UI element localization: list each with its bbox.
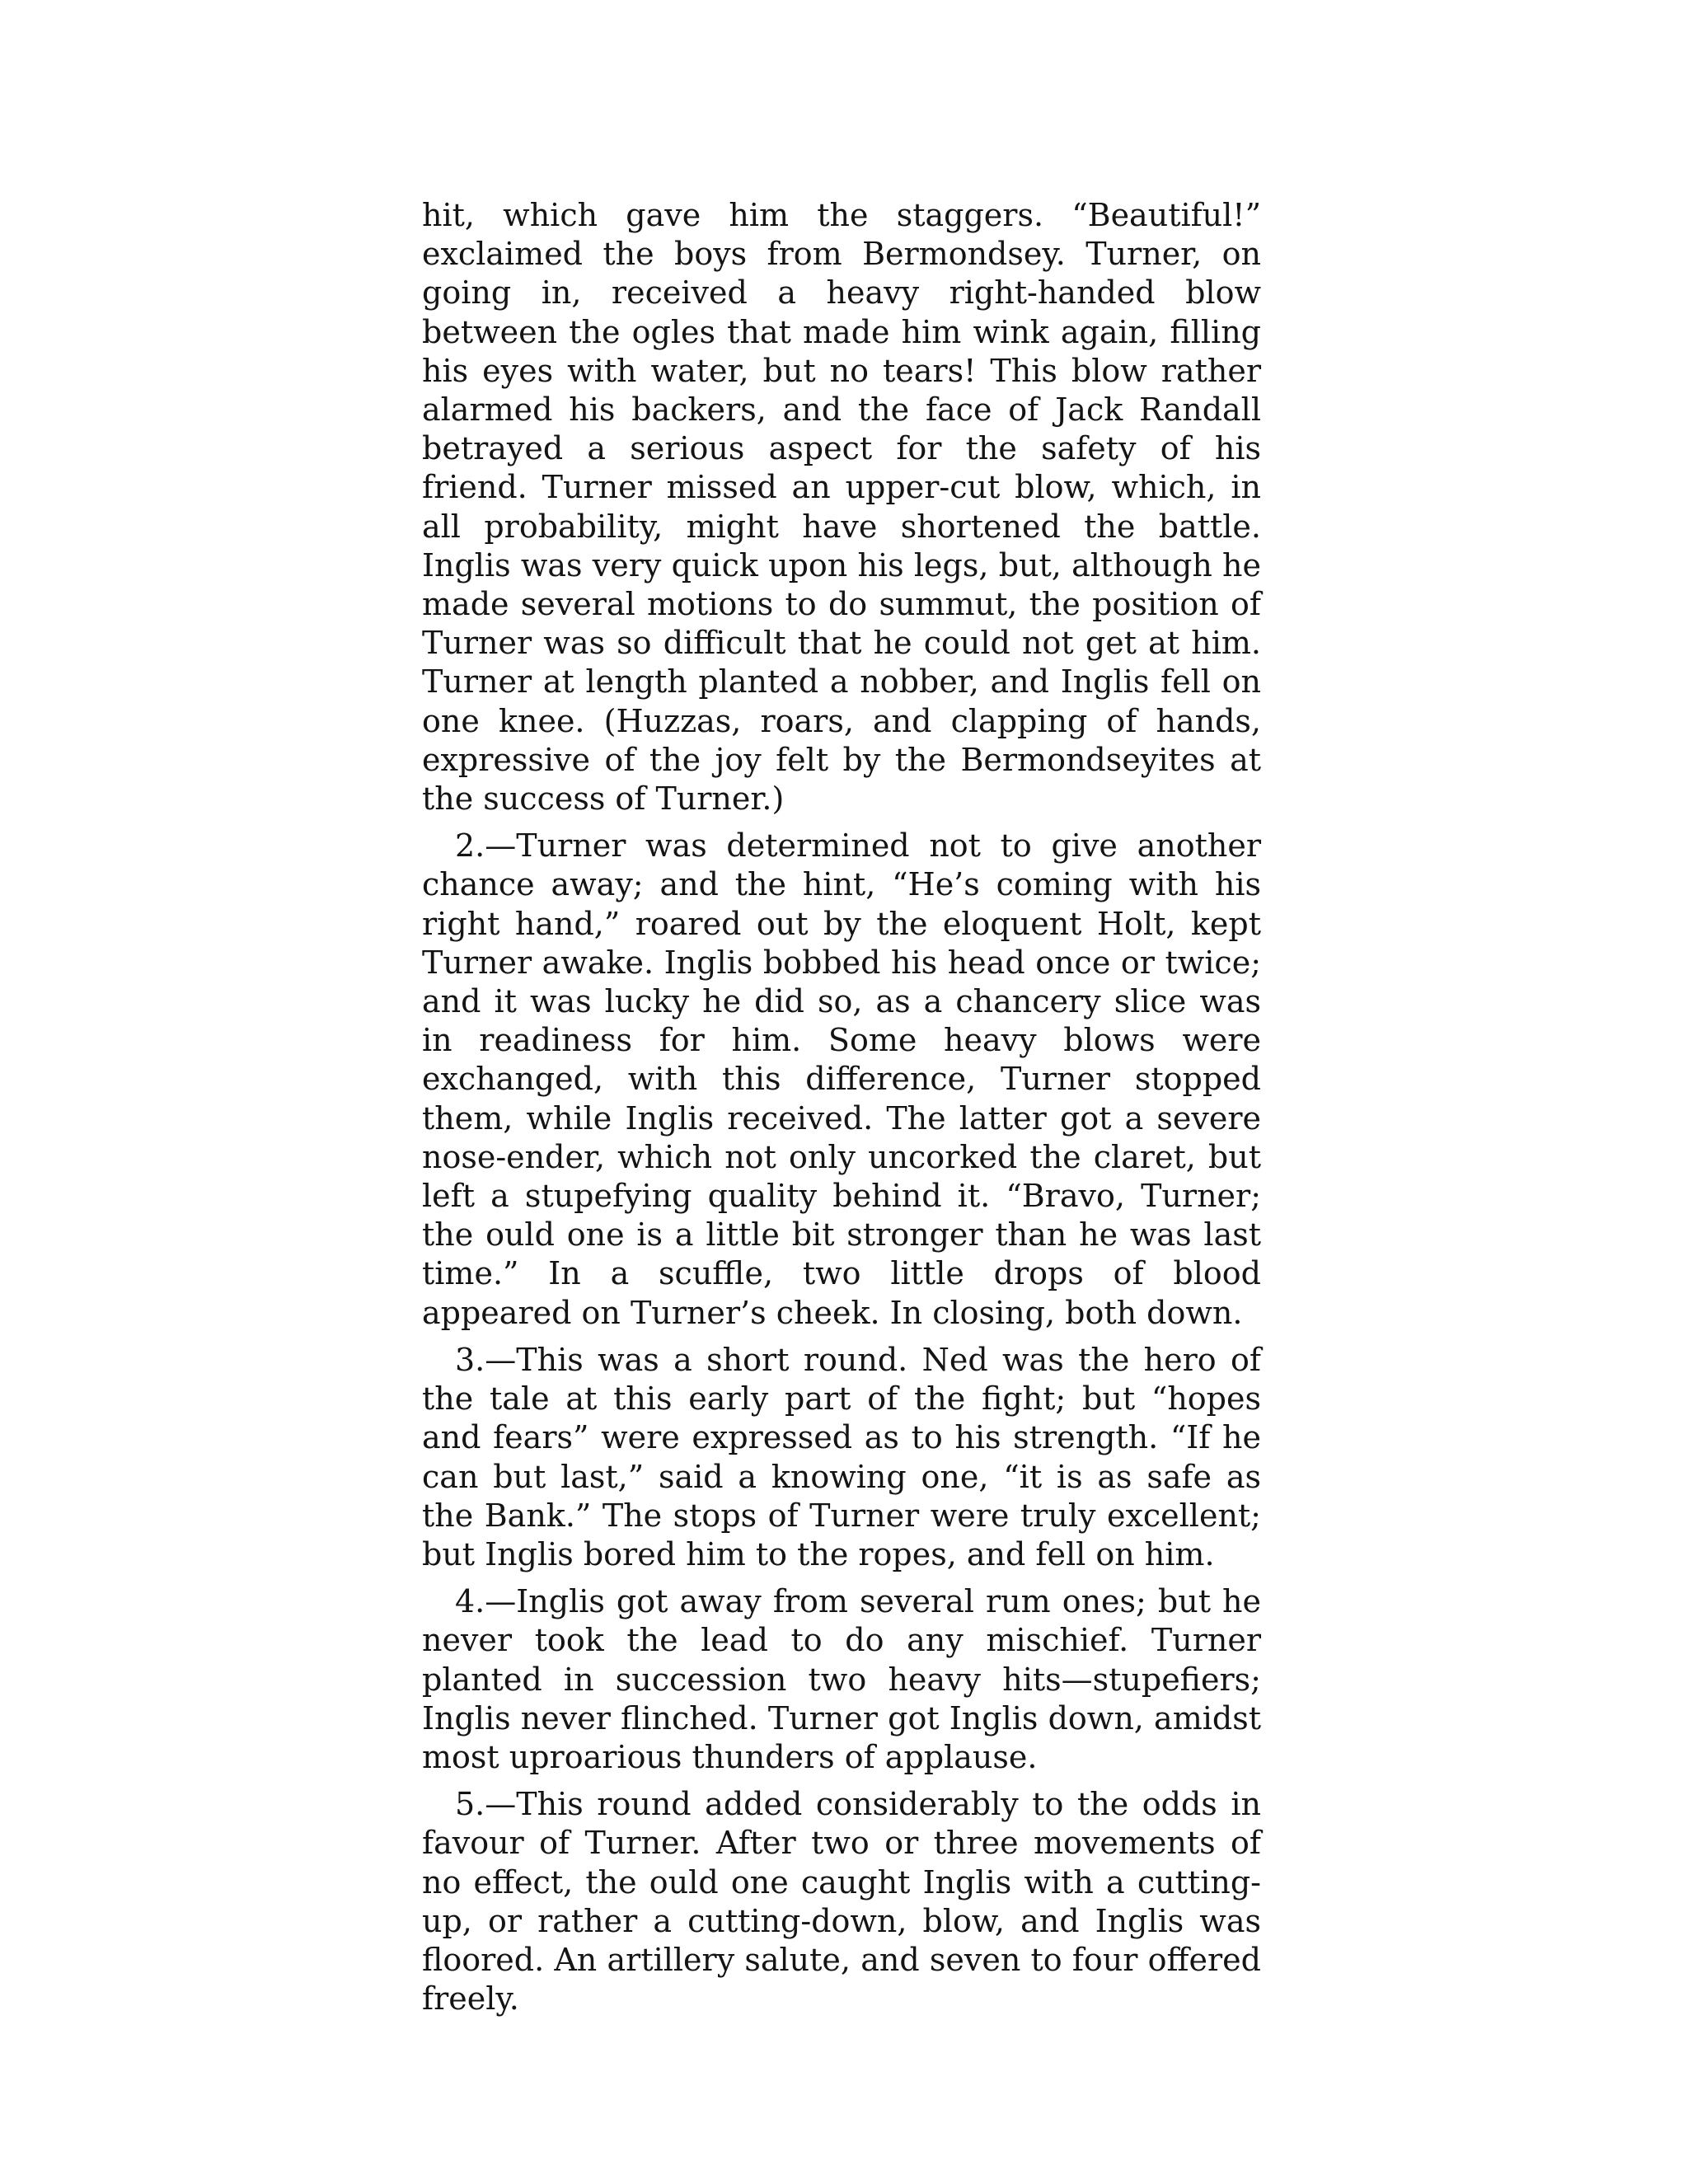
- paragraph-continuation: hit, which gave him the staggers. “Beautiful!” exclaimed the boys from Bermondsey. Turner, on going in, received a heavy right-handed blow between the ogles that made him wink again, filling his eyes with water, but no tears! This blow rather alarmed his backers, and the face of Jack Randall betrayed a serious aspect for the safety of his friend. Turner missed an upper-cut blow, which, in all probability, might have shortened the battle. Inglis was very quick upon his legs, but, although he made several motions to do summut, the position of Turner was so difficult that he could not get at him. Turner at length planted a nobber, and Inglis fell on one knee. (Huzzas, roars, and clapping of hands, expressive of the joy felt by the Bermondseyites at the success of Turner.): [422, 197, 1261, 818]
- paragraph-round-2: 2.—Turner was determined not to give another chance away; and the hint, “He’s coming with his right hand,” roared out by the eloquent Holt, kept Turner awake. Inglis bobbed his head once or twice; and it was lucky he did so, as a chancery slice was in readiness for him. Some heavy blows were exchanged, with this difference, Turner stopped them, while Inglis received. The latter got a severe nose-ender, which not only uncorked the claret, but left a stupefying quality behind it. “Bravo, Turner; the ould one is a little bit stronger than he was last time.” In a scuffle, two little drops of blood appeared on Turner’s cheek. In closing, both down.: [422, 827, 1261, 1331]
- paragraph-round-5: 5.—This round added considerably to the odds in favour of Turner. After two or three movements of no effect, the ould one caught Inglis with a cutting-up, or rather a cutting-down, blow, and Inglis was floored. An artillery salute, and seven to four offered freely.: [422, 1786, 1261, 2018]
- body-text: [422, 196, 1261, 2027]
- paragraph-round-3: 3.—This was a short round. Ned was the hero of the tale at this early part of the fight; but “hopes and fears” were expressed as to his strength. “If he can but last,” said a knowing one, “it is as safe as the Bank.” The stops of Turner were truly excellent; but Inglis bored him to the ropes, and fell on him.: [422, 1341, 1261, 1572]
- paragraph-round-4: 4.—Inglis got away from several rum ones; but he never took the lead to do any mischief. Turner planted in succession two heavy hits—stupefiers; Inglis never flinched. Turner got Inglis down, amidst most uproarious thunders of applause.: [422, 1583, 1261, 1775]
